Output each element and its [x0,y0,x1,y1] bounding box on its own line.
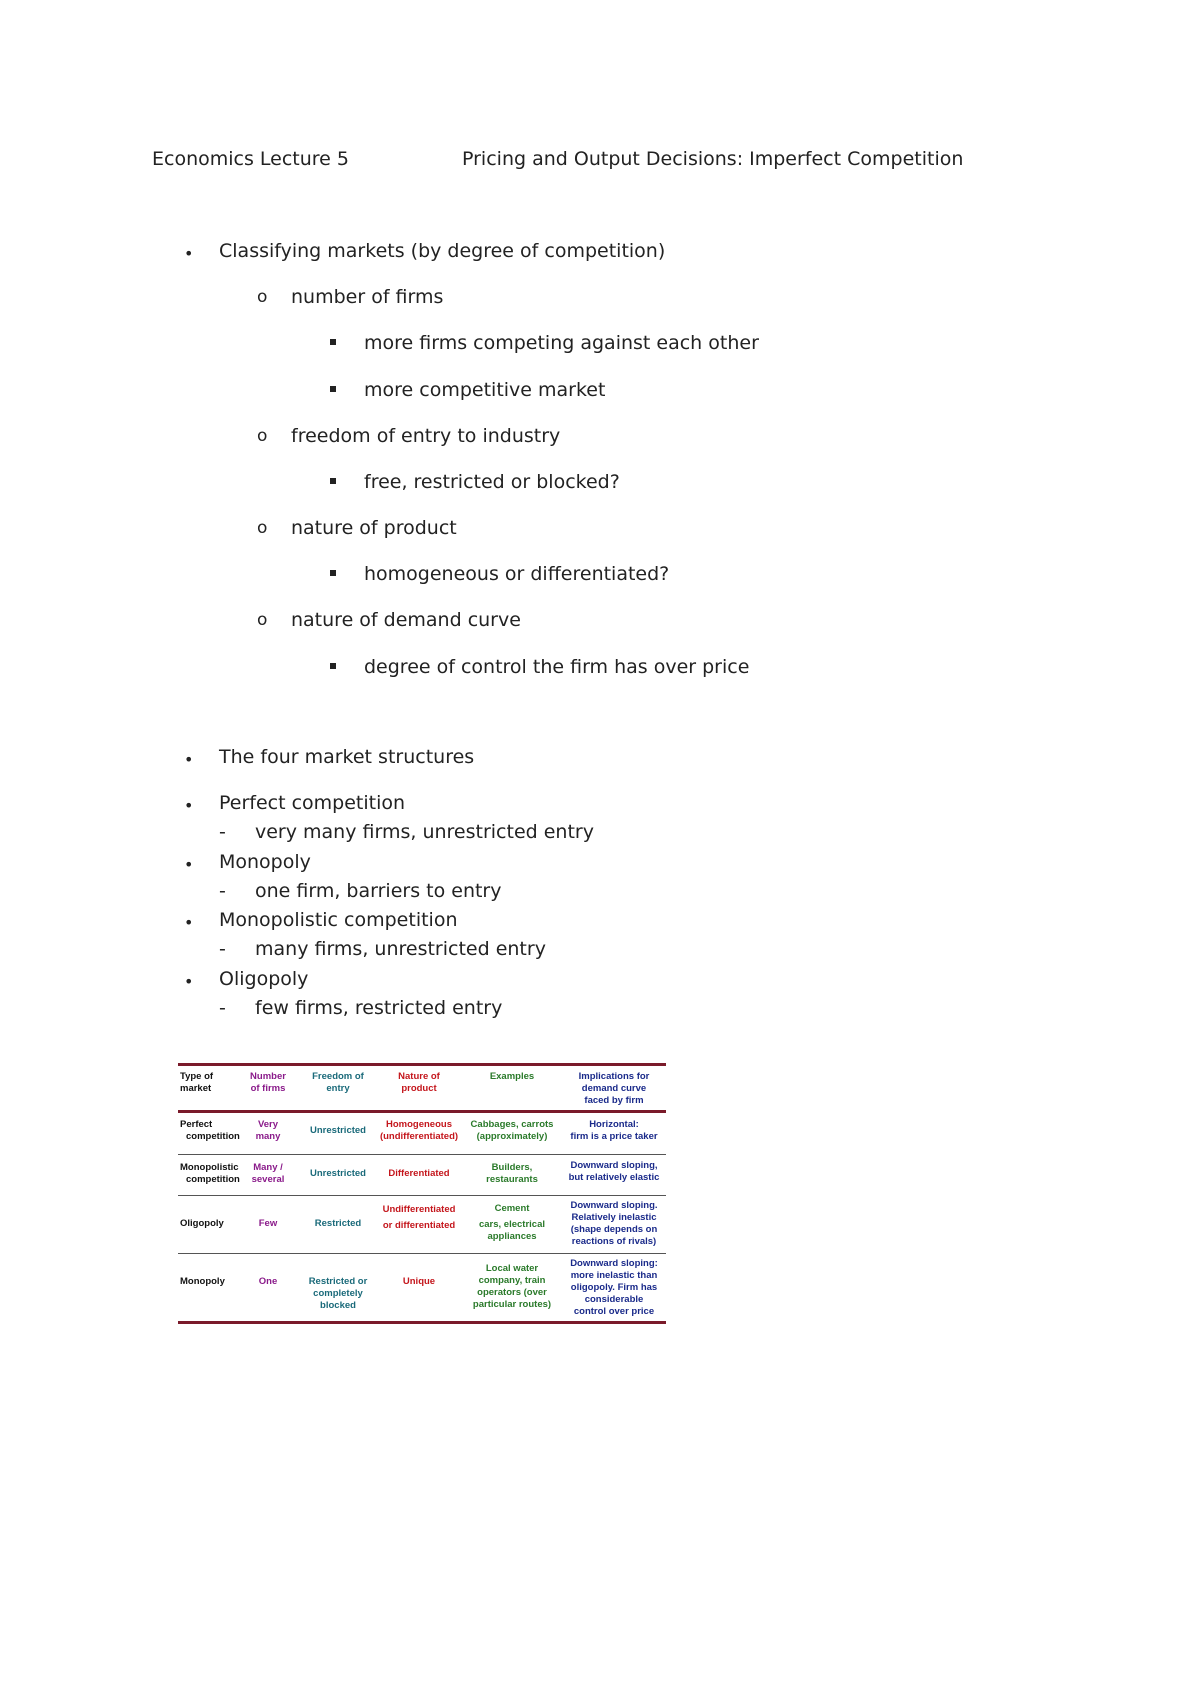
header-freedom: Freedom of entry [312,1071,364,1094]
row-freedom: Unrestricted [310,1125,366,1136]
outline-classifying: Classifying markets (by degree of competition) [219,240,666,262]
square-bullet-icon [330,386,336,392]
table-row-divider [178,1253,666,1254]
row-examples: Builders, restaurants [486,1162,538,1185]
dash-icon: - [219,997,226,1019]
market-structures-table [178,1063,666,1327]
outline-oligopoly: Oligopoly [219,968,309,990]
circle-bullet-icon: o [257,518,268,538]
outline-homogeneous: homogeneous or differentiated? [364,563,670,585]
bullet-icon: • [184,796,194,815]
row-number: Few [258,1218,278,1229]
header-type: Type of market [180,1071,214,1094]
row-number: One [258,1276,278,1287]
row-examples: Cement cars, electrical appliances [478,1203,546,1242]
header-nature: Nature of product [398,1071,440,1094]
dash-icon: - [219,938,226,960]
row-implications: Downward sloping: more inelastic than oligopoly. Firm has considerable control over price [570,1258,658,1317]
row-freedom: Unrestricted [310,1168,366,1179]
table-row-divider [178,1195,666,1196]
outline-monopoly-desc: one firm, barriers to entry [255,880,502,902]
row-nature: Homogeneous (undifferentiated) [379,1119,459,1142]
circle-bullet-icon: o [257,426,268,446]
outline-degree-of-control: degree of control the firm has over price [364,656,750,678]
outline-more-firms: more firms competing against each other [364,332,759,354]
outline-perfect: Perfect competition [219,792,406,814]
header-examples: Examples [489,1071,535,1082]
row-implications: Horizontal: firm is a price taker [570,1119,658,1142]
outline-number-of-firms: number of firms [291,286,444,308]
table-rule-top [178,1063,666,1066]
bullet-icon: • [184,855,194,874]
row-examples: Local water company, train operators (over particular routes) [472,1263,552,1310]
bullet-icon: • [184,244,194,263]
row-number: Many / several [251,1162,285,1185]
square-bullet-icon [330,570,336,576]
table-rule-bottom [178,1321,666,1324]
row-freedom: Restricted or completely blocked [308,1276,368,1311]
outline-nature-of-demand: nature of demand curve [291,609,521,631]
outline-nature-of-product: nature of product [291,517,457,539]
row-nature: Undifferentiated or differentiated [382,1204,456,1231]
square-bullet-icon [330,663,336,669]
row-implications: Downward sloping, but relatively elastic [568,1160,660,1183]
row-type: Monopoly [180,1276,225,1287]
outline-free-restricted: free, restricted or blocked? [364,471,620,493]
outline-more-competitive: more competitive market [364,379,606,401]
dash-icon: - [219,821,226,843]
row-type: Perfect competition [180,1119,240,1142]
outline-monopolistic: Monopolistic competition [219,909,458,931]
row-number: Very many [255,1119,281,1142]
outline-monopoly: Monopoly [219,851,311,873]
table-rule-header [178,1110,666,1113]
circle-bullet-icon: o [257,610,268,630]
outline-four-structures: The four market structures [219,746,475,768]
square-bullet-icon [330,478,336,484]
circle-bullet-icon: o [257,287,268,307]
bullet-icon: • [184,913,194,932]
bullet-icon: • [184,750,194,769]
row-nature: Differentiated [388,1168,450,1179]
header-number: Number of firms [250,1071,286,1094]
row-nature: Unique [402,1276,436,1287]
table-row-divider [178,1154,666,1155]
row-freedom: Restricted [314,1218,362,1229]
row-type: Oligopoly [180,1218,224,1229]
header-implications: Implications for demand curve faced by firm [578,1071,650,1106]
dash-icon: - [219,880,226,902]
outline-oligopoly-desc: few firms, restricted entry [255,997,503,1019]
outline-perfect-desc: very many firms, unrestricted entry [255,821,594,843]
outline-freedom-of-entry: freedom of entry to industry [291,425,561,447]
row-implications: Downward sloping. Relatively inelastic (shape depends on reactions of rivals) [570,1200,658,1247]
square-bullet-icon [330,339,336,345]
row-type: Monopolistic competition [180,1162,240,1185]
doc-title: Economics Lecture 5 [152,148,350,170]
bullet-icon: • [184,972,194,991]
row-examples: Cabbages, carrots (approximately) [470,1119,554,1142]
outline-monopolistic-desc: many firms, unrestricted entry [255,938,546,960]
doc-subtitle: Pricing and Output Decisions: Imperfect Competition [462,148,964,170]
